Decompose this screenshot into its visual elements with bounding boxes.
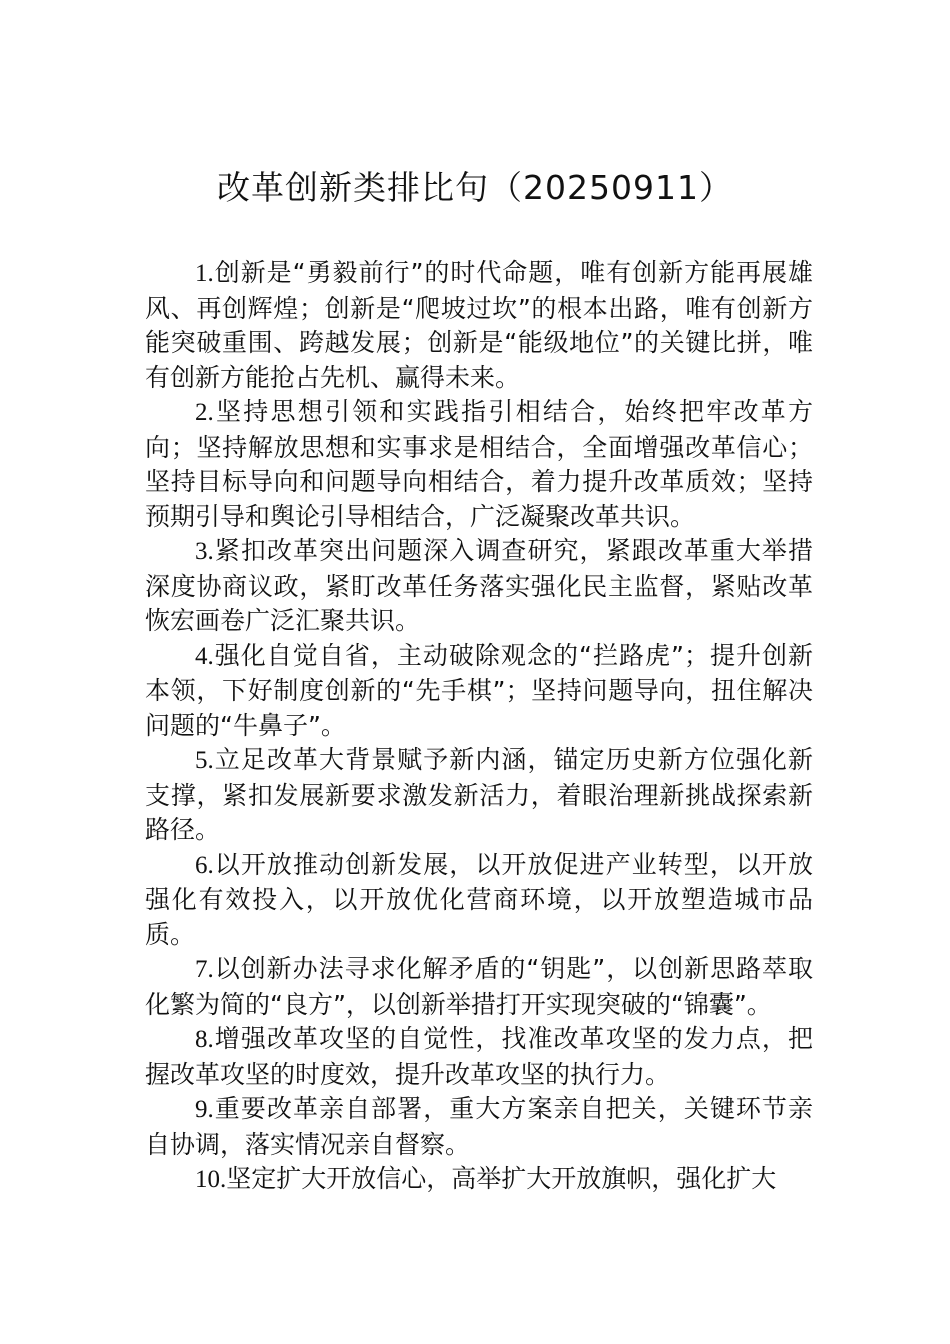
paragraph-8 xyxy=(145,1022,813,1092)
paragraph-text: 增强改革攻坚的自觉性，找准改革攻坚的发力点，把握改革攻坚的时度效，提升改革攻坚的执行力。 xyxy=(145,1024,813,1089)
paragraph-4 xyxy=(145,639,813,744)
paragraph-text: 重要改革亲自部署，重大方案亲自把关，关键环节亲自协调，落实情况亲自督察。 xyxy=(145,1094,813,1159)
paragraph-6 xyxy=(145,848,813,953)
paragraph-text: 创新是“勇毅前行”的时代命题，唯有创新方能再展雄风、再创辉煌；创新是“爬坡过坎”的根本出路，唯有创新方能突破重围、跨越发展；创新是“能级地位”的关键比拼，唯有创新方能抢占先机、赢得未来。 xyxy=(145,258,813,392)
paragraph-text: 立足改革大背景赋予新内涵，锚定历史新方位强化新支撑，紧扣发展新要求激发新活力，着眼治理新挑战探索新路径。 xyxy=(145,745,813,844)
paragraph-number: 1. xyxy=(195,260,214,287)
paragraph-number: 2. xyxy=(195,399,214,426)
paragraph-number: 10. xyxy=(195,1166,227,1193)
paragraph-number: 3. xyxy=(195,538,214,565)
paragraph-10 xyxy=(145,1162,813,1198)
paragraph-1 xyxy=(145,256,813,395)
paragraph-text: 强化自觉自省，主动破除观念的“拦路虎”；提升创新本领，下好制度创新的“先手棋”；坚持问题导向，扭住解决问题的“牛鼻子”。 xyxy=(145,640,813,740)
paragraph-9 xyxy=(145,1092,813,1162)
paragraph-3 xyxy=(145,534,813,639)
document-body xyxy=(145,256,813,1198)
paragraph-text: 以创新办法寻求化解矛盾的“钥匙”，以创新思路萃取化繁为简的“良方”，以创新举措打开实现突破的“锦囊”。 xyxy=(145,954,813,1019)
paragraph-number: 6. xyxy=(195,851,214,879)
paragraph-number: 8. xyxy=(195,1026,214,1053)
paragraph-text: 以开放推动创新发展，以开放促进产业转型，以开放强化有效投入，以开放优化营商环境，以开放塑造城市品质。 xyxy=(145,849,813,949)
paragraph-7 xyxy=(145,952,813,1022)
paragraph-2 xyxy=(145,395,813,534)
paragraph-number: 9. xyxy=(195,1096,214,1123)
paragraph-number: 7. xyxy=(195,956,214,983)
paragraph-5 xyxy=(145,743,813,848)
paragraph-text: 坚定扩大开放信心，高举扩大开放旗帜，强化扩大 xyxy=(226,1164,777,1193)
paragraph-number: 4. xyxy=(195,642,214,670)
document-title: 改革创新类排比句（20250911） xyxy=(217,168,733,207)
paragraph-text: 紧扣改革突出问题深入调查研究，紧跟改革重大举措深度协商议政，紧盯改革任务落实强化民主监督，紧贴改革恢宏画卷广泛汇聚共识。 xyxy=(145,536,813,635)
paragraph-number: 5. xyxy=(195,747,214,774)
paragraph-text: 坚持思想引领和实践指引相结合，始终把牢改革方向；坚持解放思想和实事求是相结合，全面增强改革信心；坚持目标导向和问题导向相结合，着力提升改革质效；坚持预期引导和舆论引导相结合，广泛凝聚改革共识。 xyxy=(145,397,813,531)
